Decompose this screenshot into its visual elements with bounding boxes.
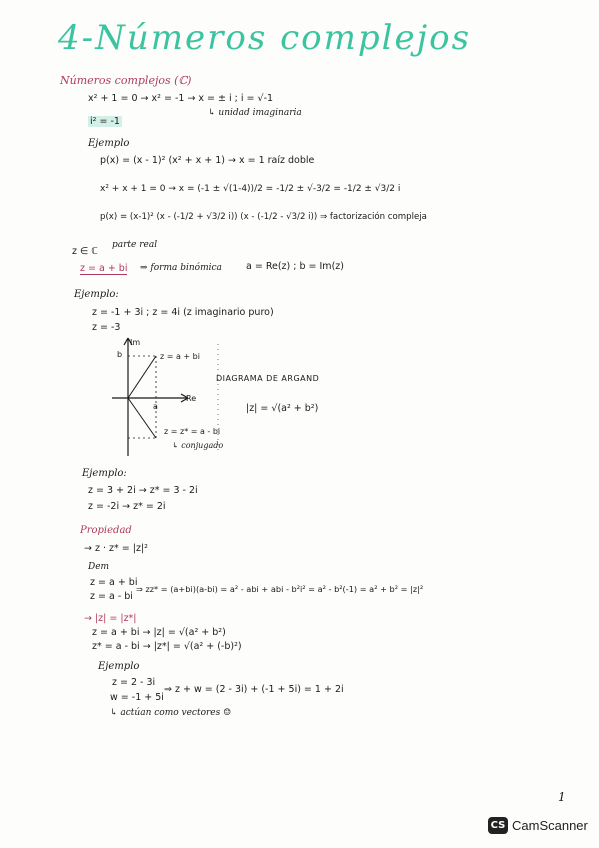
vector-z [128, 356, 156, 398]
re-im-parts: a = Re(z) ; b = Im(z) [246, 261, 344, 272]
equation-i-squared: i² = -1 [90, 116, 120, 127]
point-z-label: z = a + bi [160, 352, 200, 361]
argand-caption: DIAGRAMA DE ARGAND [216, 374, 320, 383]
example-label-3: Ejemplo: [82, 468, 127, 479]
axis-label-re: Re [186, 394, 197, 403]
example1-polynomial: p(x) = (x - 1)² (x² + x + 1) → x = 1 raíz doble [100, 155, 315, 166]
example-label-1: Ejemplo [88, 138, 130, 149]
camscanner-label: CamScanner [512, 818, 588, 833]
camscanner-watermark [488, 817, 588, 834]
page-title: 4-Números complejos [58, 18, 472, 58]
proof-modulus-z-conjugate: z* = a - bi → |z*| = √(a² + (-b)²) [92, 641, 242, 652]
example1-factorization: p(x) = (x-1)² (x - (-1/2 + √3/2 i)) (x - (-1/2 - √3/2 i)) ⇒ factorización compleja [100, 212, 427, 222]
equation-imaginary-unit: x² + 1 = 0 → x² = -1 → x = ± i ; i = √-1 [88, 93, 274, 104]
example-label-4: Ejemplo [98, 661, 140, 672]
binomial-form-note: ⇒ forma binómica [140, 263, 222, 273]
example4-z: z = 2 - 3i [112, 677, 156, 688]
example1-quadratic: x² + x + 1 = 0 → x = (-1 ± √(1-4))/2 = -1/2 ± √-3/2 = -1/2 ± √3/2 i [100, 184, 401, 194]
property-1: → z · z* = |z|² [84, 543, 148, 554]
axis-label-im: Im [130, 338, 141, 347]
example3-line1: z = 3 + 2i → z* = 3 - 2i [88, 485, 198, 496]
binomial-form: z = a + bi [80, 263, 128, 274]
conjugate-note: ↳ conjugado [172, 441, 224, 450]
proof-z-conjugate: z = a - bi [90, 591, 133, 602]
point-z-conjugate-label: z = z* = a - bi [164, 427, 221, 436]
camscanner-logo-icon: CS [488, 817, 508, 834]
axis-value-a: a [153, 402, 158, 411]
example2-line1: z = -1 + 3i ; z = 4i (z imaginario puro) [92, 307, 274, 318]
proof-product: ⇒ zz* = (a+bi)(a-bi) = a² - abi + abi - b²i² = a² - b²(-1) = a² + b² = |z|² [136, 584, 424, 594]
demonstration-label: Dem [88, 562, 110, 572]
example2-line2: z = -3 [92, 322, 121, 333]
section-heading-complex-numbers: Números complejos (ℂ) [60, 74, 192, 87]
modulus-formula: |z| = √(a² + b²) [246, 403, 319, 414]
example4-w: w = -1 + 5i [110, 692, 164, 703]
note-imaginary-unit: ↳ unidad imaginaria [208, 108, 302, 118]
properties-heading: Propiedad [80, 525, 132, 536]
page-number: 1 [558, 790, 566, 804]
example4-sum: ⇒ z + w = (2 - 3i) + (-1 + 5i) = 1 + 2i [164, 684, 344, 695]
proof-modulus-z: z = a + bi → |z| = √(a² + b²) [92, 627, 226, 638]
example-label-2: Ejemplo: [74, 289, 119, 300]
real-part-note: parte real [112, 240, 158, 250]
vectors-note: ↳ actúan como vectores ☺ [110, 708, 232, 718]
z-in-c: z ∈ ℂ [72, 246, 98, 257]
proof-z: z = a + bi [90, 577, 138, 588]
example3-line2: z = -2i → z* = 2i [88, 501, 166, 512]
property-2: → |z| = |z*| [84, 613, 137, 624]
axis-value-b: b [117, 350, 123, 359]
vector-z-conjugate [128, 398, 156, 438]
